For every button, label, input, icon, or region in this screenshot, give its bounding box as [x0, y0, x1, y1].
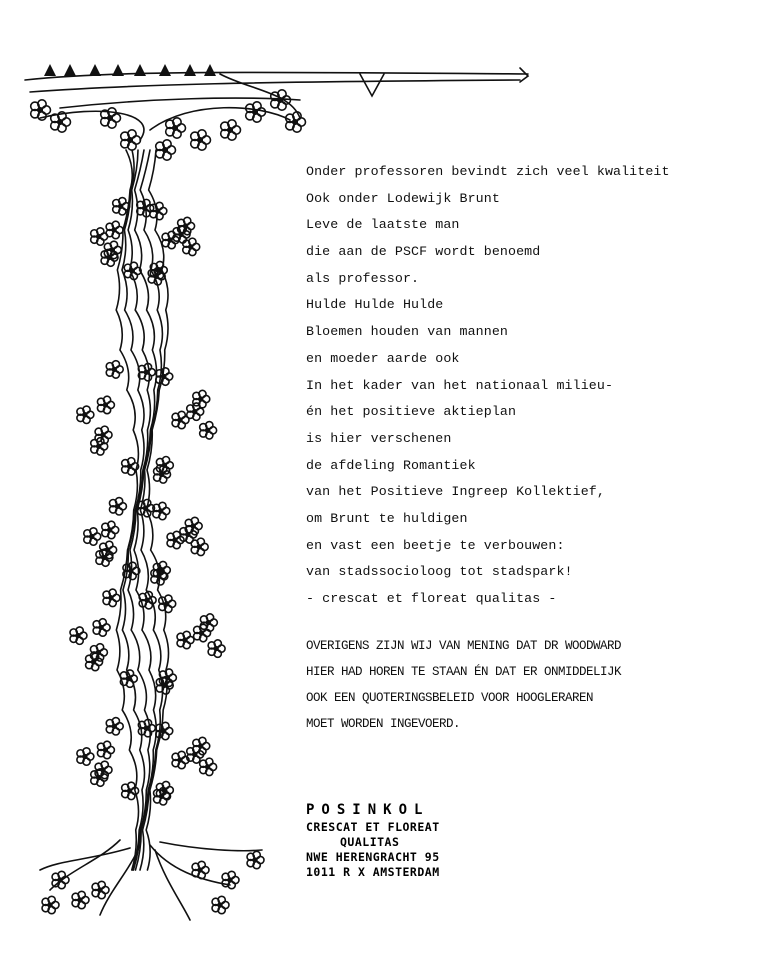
flower-icon — [246, 102, 266, 122]
ornament-crossbar — [25, 68, 528, 140]
flower-icon — [86, 653, 103, 670]
flower-icon — [51, 112, 71, 132]
poem-line: als professor. — [306, 270, 420, 286]
flower-icon — [138, 363, 155, 380]
flower-icon — [121, 130, 141, 150]
tree-icon — [112, 64, 124, 76]
notice-text — [306, 633, 621, 737]
signature-line: QUALITAS — [340, 835, 400, 849]
signature-line: CRESCAT ET FLOREAT — [306, 820, 440, 834]
poem-line: en moeder aarde ook — [306, 350, 460, 366]
flower-icon — [153, 502, 170, 519]
tree-icon — [184, 64, 196, 76]
flower-icon — [222, 871, 239, 888]
flower-icon — [77, 748, 94, 765]
poem-line: én het positieve aktieplan — [306, 404, 517, 420]
tree-icon — [44, 64, 56, 76]
flower-icon — [106, 361, 123, 378]
flower-icon — [97, 396, 114, 413]
notice-line: MOET WORDEN INGEVOERD. — [306, 717, 461, 731]
poem-line: van stadssocioloog tot stadspark! — [306, 564, 573, 580]
flower-icon — [92, 881, 109, 898]
flower-icon — [200, 614, 217, 631]
flower-icon — [138, 499, 155, 516]
flower-icon — [150, 202, 167, 219]
flower-icon — [102, 521, 119, 538]
notice-line: OVERIGENS ZIJN WIJ VAN MENING DAT DR WOODWARD — [306, 639, 622, 653]
poem-line: van het Positieve Ingreep Kollektief, — [306, 484, 605, 500]
notice-line: HIER HAD HOREN TE STAAN ÉN DAT ER ONMIDDELIJK — [306, 665, 622, 679]
flower-icon — [156, 722, 173, 739]
flower-icon — [106, 221, 123, 238]
signature-line: NWE HERENGRACHT 95 — [306, 850, 440, 864]
flower-icon — [103, 589, 120, 606]
poem-line: en vast een beetje te verbouwen: — [306, 537, 565, 553]
tree-icon — [159, 64, 171, 76]
flower-icon — [247, 851, 264, 868]
poem-line: is hier verschenen — [306, 430, 452, 446]
signature-block — [306, 800, 440, 880]
flower-icon — [91, 228, 108, 245]
tree-icon — [204, 64, 216, 76]
poem-line: Ook onder Lodewijk Brunt — [306, 190, 500, 206]
flower-icon — [97, 741, 114, 758]
flower-icon — [172, 751, 189, 768]
flower-icon — [72, 891, 89, 908]
flower-icon — [100, 541, 117, 558]
flower-icon — [156, 140, 176, 160]
flower-icon — [77, 406, 94, 423]
poem-line: In het kader van het nationaal milieu- — [306, 377, 614, 393]
tree-icon — [89, 64, 101, 76]
flower-icon — [208, 640, 225, 657]
flower-icon — [286, 112, 306, 132]
flower-icon — [93, 619, 110, 636]
flower-icon — [221, 120, 241, 140]
flower-icon — [166, 118, 186, 138]
flower-icon — [212, 896, 229, 913]
flower-icon — [177, 631, 194, 648]
flower-icon — [138, 719, 155, 736]
flower-icon — [193, 390, 210, 407]
flower-icon — [91, 438, 108, 455]
poem-line: Leve de laatste man — [306, 217, 460, 233]
poem-line: Onder professoren bevindt zich veel kwaliteit — [306, 164, 670, 179]
tree-icon — [64, 64, 76, 76]
flower-icon — [200, 758, 217, 775]
flower-icon — [42, 896, 59, 913]
flower-icon — [106, 718, 123, 735]
flower-icon — [70, 627, 87, 644]
flower-icon — [101, 108, 121, 128]
poem-line: Bloemen houden van mannen — [306, 324, 508, 340]
poem-line: Hulde Hulde Hulde — [306, 297, 444, 313]
flower-icon — [109, 498, 126, 515]
tree-icon — [134, 64, 146, 76]
flower-icon — [95, 761, 112, 778]
notice-line: OOK EEN QUOTERINGSBELEID VOOR HOOGLERAREN — [306, 691, 594, 705]
poem-line: de afdeling Romantiek — [306, 457, 476, 473]
poem-text — [306, 159, 670, 613]
signature-brand: POSINKOL — [306, 802, 430, 818]
flower-icon — [191, 130, 211, 150]
signature-line: 1011 R X AMSTERDAM — [306, 865, 440, 879]
flower-icon — [159, 595, 176, 612]
poem-line: die aan de PSCF wordt benoemd — [306, 244, 541, 260]
poem-line: - crescat et floreat qualitas - — [306, 591, 557, 606]
flower-icon — [84, 528, 101, 545]
flower-icon — [200, 422, 217, 439]
poem-line: om Brunt te huldigen — [306, 510, 468, 526]
